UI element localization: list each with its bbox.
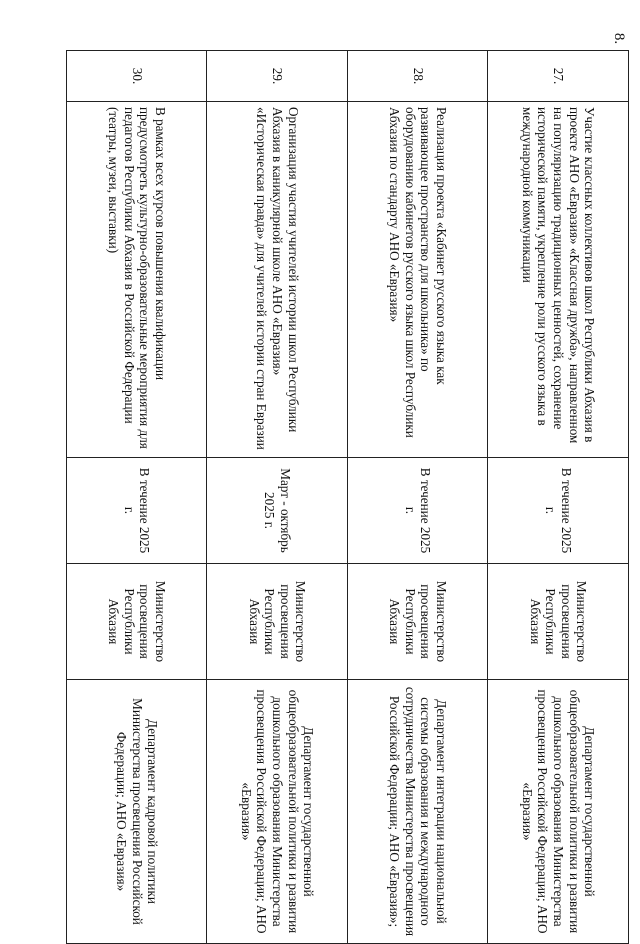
row-number: 29.: [207, 51, 348, 102]
action-plan-table: [66, 50, 629, 944]
table-row: [348, 51, 489, 944]
row-number: 27.: [488, 51, 629, 102]
executor: Министерство просвещения Республики Абхазия: [207, 564, 348, 680]
deadline: В течение 2025 г.: [348, 458, 489, 564]
partners: Департамент интеграции национальной системы образования и международного сотрудничества Министерства просвещения Российской Федерации; АНО «Евразия»;: [348, 680, 489, 944]
page-number: 8.: [610, 32, 627, 45]
table-row: [67, 51, 208, 944]
executor: Министерство просвещения Республики Абхазия: [67, 564, 208, 680]
task-description: Реализация проекта «Кабинет русского языка как развивающее пространство для школьника» по оборудованию кабинетов русского языка школ Республики Абхазия по стандарту АНО «Евразия»: [348, 102, 489, 458]
executor: Министерство просвещения Республики Абхазия: [488, 564, 629, 680]
executor: Министерство просвещения Республики Абхазия: [348, 564, 489, 680]
table-row: [488, 51, 629, 944]
table-row: [207, 51, 348, 944]
partners: Департамент кадровой политики Министерства просвещения Российской Федерации; АНО «Евразия»: [67, 680, 208, 944]
task-description: В рамках всех курсов повышения квалификации предусмотреть культурно-образовательные мероприятия для педагогов Республики Абхазия в Российской Федерации (театры, музеи, выставки): [67, 102, 208, 458]
row-number: 30.: [67, 51, 208, 102]
row-number: 28.: [348, 51, 489, 102]
partners: Департамент государственной общеобразовательной политики и развития дошкольного образования Министерства просвещения Российской Федерации; АНО «Евразия»: [488, 680, 629, 944]
task-description: Участие классных коллективов школ Республики Абхазия в проекте АНО «Евразия» «Классная дружба», направленном на популяризацию традиционных ценностей, сохранение исторической памяти, укрепление роли русского языка в международной коммуникации: [488, 102, 629, 458]
rotated-table-wrapper: [66, 50, 629, 937]
partners: Департамент государственной общеобразовательной политики и развития дошкольного образования Министерства просвещения Российской Федерации; АНО «Евразия»: [207, 680, 348, 944]
deadline: Март - октябрь 2025 г.: [207, 458, 348, 564]
deadline: В течение 2025 г.: [67, 458, 208, 564]
deadline: В течение 2025 г.: [488, 458, 629, 564]
task-description: Организация участия учителей истории школ Республики Абхазия в каникулярной школе АНО «Евразия» «Историческая правда» для учителей истории стран Евразии: [207, 102, 348, 458]
